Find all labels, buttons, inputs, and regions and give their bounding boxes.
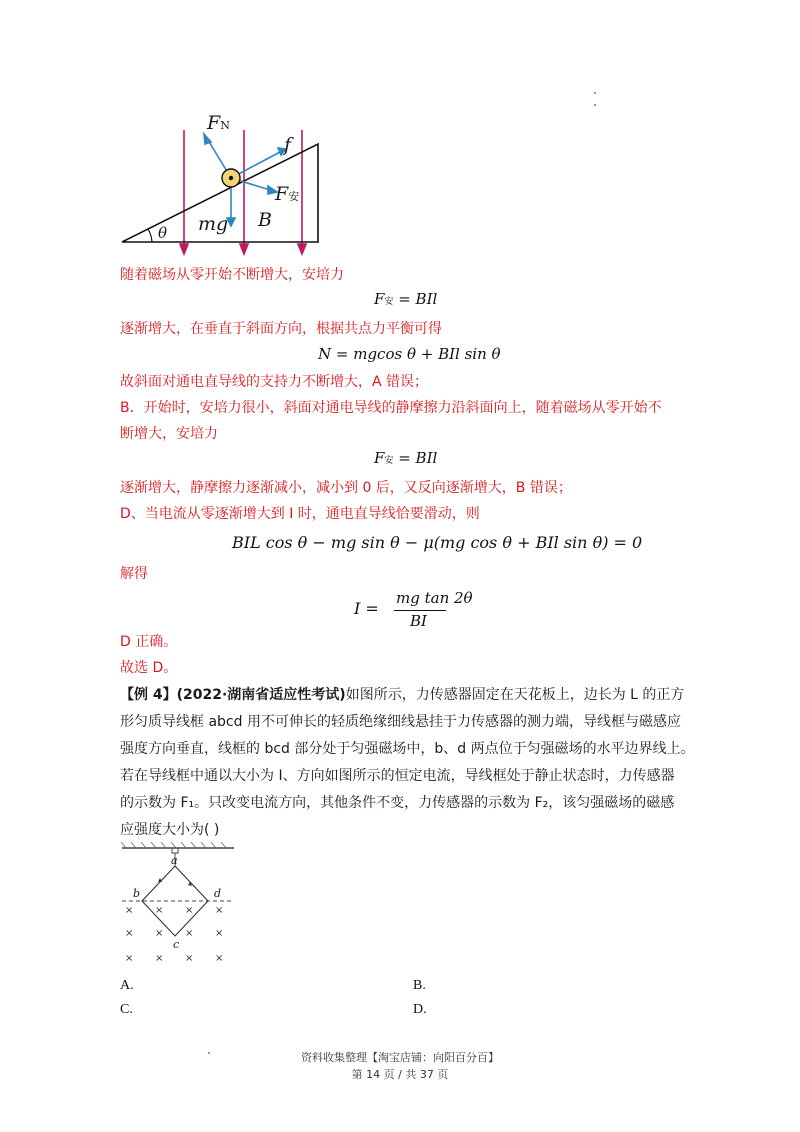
solution-line: B．开始时，安培力很小，斜面对通电导线的静摩擦力沿斜面向上，随着磁场从零开始不 [120, 400, 662, 416]
example-line: 的示数为 F₁。只改变电流方向，其他条件不变，力传感器的示数为 F₂，该匀强磁场的磁感 [120, 795, 675, 811]
footer-source: 资料收集整理【淘宝店铺：向阳百分百】 [301, 1051, 499, 1064]
solution-line: D 正确。 [120, 634, 178, 650]
label-mg: mg [198, 213, 229, 235]
option-a[interactable]: A. [120, 978, 134, 993]
equation-5-num: mg tan 2θ [396, 589, 473, 607]
solution-line: 随着磁场从零开始不断增大，安培力 [120, 267, 344, 283]
example-line [120, 685, 684, 705]
example-text: 如图所示，力传感器固定在天花板上，边长为 L 的正方 [345, 687, 685, 703]
example-line: 强度方向垂直，线框的 bcd 部分处于匀强磁场中，b、d 两点位于匀强磁场的水平边界线上。 [120, 741, 695, 757]
label-c-node: c [173, 938, 180, 951]
solution-line: 故选 D。 [120, 660, 178, 676]
example-line: 应强度大小为( ) [120, 822, 220, 838]
equation-5-den: BI [410, 612, 427, 630]
fraction-bar [394, 610, 446, 611]
solution-line: 故斜面对通电直导线的支持力不断增大，A 错误； [120, 374, 429, 390]
example-line: 若在导线框中通以大小为 I、方向如图所示的恒定电流，导线框处于静止状态时，力传感器 [120, 768, 675, 784]
page-mark-dot [594, 92, 596, 94]
page-number: 第 14 页 / 共 37 页 [351, 1068, 449, 1081]
option-d[interactable]: D. [413, 1002, 427, 1017]
solution-line: 逐渐增大，在垂直于斜面方向，根据共点力平衡可得 [120, 321, 442, 337]
solution-line: 解得 [120, 566, 148, 582]
label-b: B [258, 209, 272, 231]
equation-2: N = mgcos θ + BIl sin θ [318, 345, 501, 363]
option-c[interactable]: C. [120, 1002, 133, 1017]
solution-line: 逐渐增大，静摩擦力逐渐减小，减小到 0 后，又反向逐渐增大，B 错误； [120, 480, 572, 496]
example-source: (2022·湖南省适应性考试) [176, 687, 346, 703]
equation-1: F安 = BIl [374, 290, 438, 308]
label-f: f [284, 134, 292, 156]
equation-5-lhs: I = [354, 599, 379, 618]
label-d-node: d [214, 887, 222, 900]
label-a: a [171, 854, 178, 867]
page-mark-dot [594, 104, 596, 106]
label-fn: FN [207, 112, 230, 134]
label-theta: θ [158, 224, 168, 242]
label-f-an: F安 [275, 183, 300, 205]
square-frame-diagram [118, 838, 248, 973]
equation-3: F安 = BIl [374, 449, 438, 467]
solution-line: D、当电流从零逐渐增大到 I 时，通电直导线恰要滑动，则 [120, 506, 480, 522]
example-line: 形匀质导线框 abcd 用不可伸长的轻质绝缘细线悬挂于力传感器的测力端，导线框与磁感应 [120, 714, 681, 730]
solution-line: 断增大，安培力 [120, 426, 218, 442]
option-b[interactable]: B. [413, 978, 426, 993]
example-tag: 【例 4】 [120, 687, 177, 703]
label-b-node: b [133, 887, 141, 900]
equation-4: BIL cos θ − mg sin θ − μ(mg cos θ + BIl sin θ) = 0 [232, 533, 643, 552]
